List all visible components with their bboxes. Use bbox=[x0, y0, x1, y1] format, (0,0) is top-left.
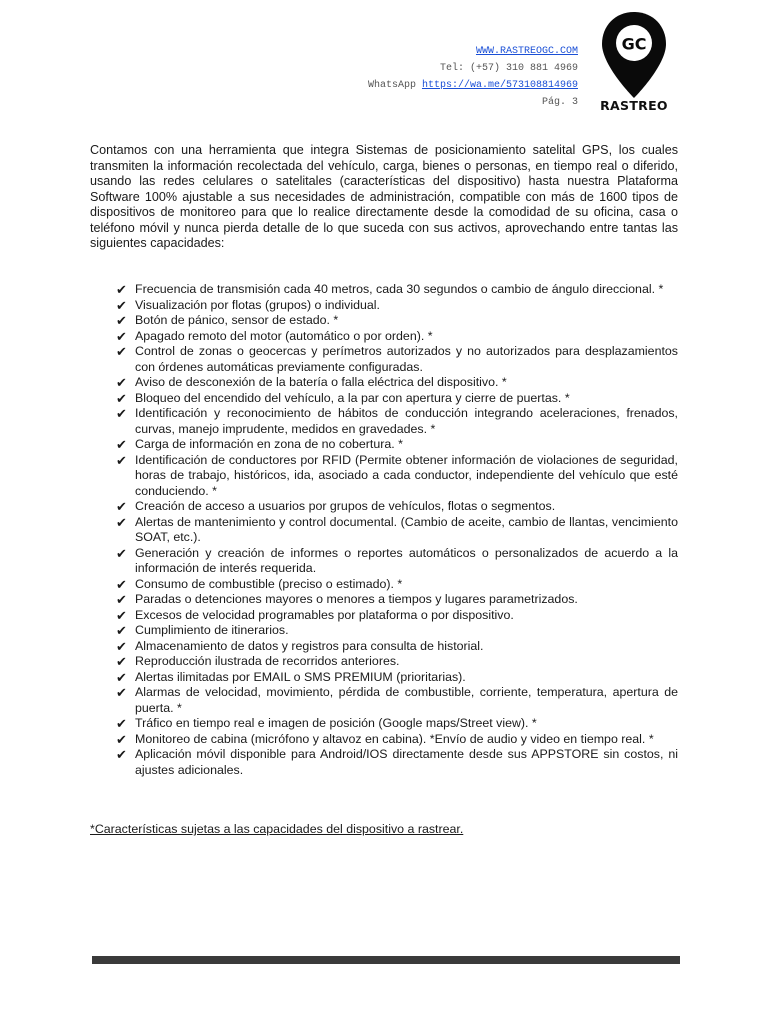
feature-text: Aviso de desconexión de la batería o falla eléctrica del dispositivo. * bbox=[135, 375, 507, 389]
checkmark-icon: ✔ bbox=[116, 638, 127, 654]
checkmark-icon: ✔ bbox=[116, 437, 127, 452]
feature-text: Carga de información en zona de no cobertura. * bbox=[135, 437, 403, 451]
checkmark-icon: ✔ bbox=[116, 514, 127, 530]
feature-text: Consumo de combustible (preciso o estimado). * bbox=[135, 576, 403, 591]
feature-text: Excesos de velocidad programables por plataforma o por dispositivo. bbox=[135, 607, 514, 622]
logo-initials: GC bbox=[621, 34, 647, 54]
checkmark-icon: ✔ bbox=[116, 685, 127, 700]
feature-text: Paradas o detenciones mayores o menores a tiempos y lugares parametrizados. bbox=[135, 592, 578, 606]
page-number: Pág. 3 bbox=[541, 97, 578, 108]
location-pin-icon bbox=[598, 10, 670, 102]
checkmark-icon: ✔ bbox=[116, 592, 127, 607]
feature-item bbox=[116, 406, 678, 437]
checkmark-icon: ✔ bbox=[116, 344, 127, 359]
checkmark-icon: ✔ bbox=[116, 731, 127, 747]
feature-text: Botón de pánico, sensor de estado. * bbox=[135, 313, 339, 327]
feature-item bbox=[116, 453, 678, 500]
feature-item bbox=[116, 546, 678, 577]
feature-item bbox=[116, 592, 678, 608]
feature-item bbox=[116, 654, 678, 670]
checkmark-icon: ✔ bbox=[116, 669, 127, 685]
checkmark-icon: ✔ bbox=[116, 623, 127, 638]
feature-text: Apagado remoto del motor (automático o por orden). * bbox=[135, 328, 433, 343]
feature-text: Cumplimiento de itinerarios. bbox=[135, 623, 289, 637]
checkmark-icon: ✔ bbox=[116, 452, 127, 468]
feature-item bbox=[116, 639, 678, 655]
feature-item bbox=[116, 344, 678, 375]
checkmark-icon: ✔ bbox=[116, 375, 127, 390]
whatsapp-line bbox=[368, 77, 578, 94]
feature-item bbox=[116, 608, 678, 624]
feature-item bbox=[116, 375, 678, 391]
feature-item bbox=[116, 747, 678, 778]
feature-text: Frecuencia de transmisión cada 40 metros, cada 30 segundos o cambio de ángulo direccional. * bbox=[135, 282, 664, 296]
feature-item bbox=[116, 313, 678, 329]
feature-text: Alertas de mantenimiento y control documental. (Cambio de aceite, cambio de llantas, vencimiento SOAT, etc.). bbox=[135, 514, 678, 544]
feature-item bbox=[116, 732, 678, 748]
checkmark-icon: ✔ bbox=[116, 406, 127, 421]
feature-text: Identificación y reconocimiento de hábitos de conducción integrando aceleraciones, frenados, curvas, manejo imprudente, medidos en gravedades. * bbox=[135, 406, 678, 436]
feature-item bbox=[116, 282, 678, 298]
feature-text: Visualización por flotas (grupos) o individual. bbox=[135, 297, 380, 312]
feature-text: Alertas ilimitadas por EMAIL o SMS PREMIUM (prioritarias). bbox=[135, 669, 466, 684]
checkmark-icon: ✔ bbox=[116, 297, 127, 313]
checkmark-icon: ✔ bbox=[116, 716, 127, 731]
checkmark-icon: ✔ bbox=[116, 747, 127, 762]
feature-item bbox=[116, 670, 678, 686]
checkmark-icon: ✔ bbox=[116, 545, 127, 561]
footer-divider bbox=[92, 956, 680, 964]
logo-text: RASTREO bbox=[600, 98, 668, 113]
feature-item bbox=[116, 437, 678, 453]
feature-text: Almacenamiento de datos y registros para consulta de historial. bbox=[135, 638, 484, 653]
phone-text: Tel: (+57) 310 881 4969 bbox=[439, 63, 578, 74]
company-logo bbox=[598, 10, 670, 114]
feature-text: Bloqueo del encendido del vehículo, a la par con apertura y cierre de puertas. * bbox=[135, 390, 570, 405]
feature-item bbox=[116, 716, 678, 732]
feature-item bbox=[116, 685, 678, 716]
feature-text: Creación de acceso a usuarios por grupos de vehículos, flotas o segmentos. bbox=[135, 499, 556, 513]
website-link[interactable]: WWW.RASTREOGC.COM bbox=[475, 46, 578, 57]
feature-text: Identificación de conductores por RFID (Permite obtener información de violaciones de seguridad, horas de trabajo, históricos, ida, asociado a cada conductor, independiente del vehículo que esté conduciendo. * bbox=[135, 452, 678, 498]
checkmark-icon: ✔ bbox=[116, 607, 127, 623]
intro-paragraph: Contamos con una herramienta que integra Sistemas de posicionamiento satelital GPS, los cuales transmiten la información recolectada del vehículo, carga, bienes o personas, en tiempo real o diferido, usando las redes celulares o satelitales (características del dispositivo) hasta nuestra Plataforma Software 100% ajustable a sus necesidades de administración, compatible con más de 1600 tipos de dispositivos de monitoreo para que lo realice directamente desde la comodidad de su oficina, casa o teléfono móvil y nunca pierda detalle de lo que suceda con sus activos, aprovechando entre tantas las siguientes capacidades: bbox=[90, 143, 678, 250]
feature-item bbox=[116, 329, 678, 345]
footnote: *Características sujetas a las capacidades del dispositivo a rastrear. bbox=[90, 822, 464, 836]
feature-text: Generación y creación de informes o reportes automáticos o personalizados de acuerdo a la información de interés requerida. bbox=[135, 545, 678, 575]
feature-item bbox=[116, 577, 678, 593]
feature-item bbox=[116, 298, 678, 314]
checkmark-icon: ✔ bbox=[116, 282, 127, 297]
feature-text: Alarmas de velocidad, movimiento, pérdida de combustible, corriente, temperatura, apertura de puerta. * bbox=[135, 685, 678, 715]
feature-item bbox=[116, 515, 678, 546]
whatsapp-label: WhatsApp bbox=[367, 80, 422, 91]
contact-header bbox=[368, 43, 578, 111]
checkmark-icon: ✔ bbox=[116, 328, 127, 344]
checkmark-icon: ✔ bbox=[116, 390, 127, 406]
checkmark-icon: ✔ bbox=[116, 654, 127, 669]
whatsapp-link[interactable]: https://wa.me/573108814969 bbox=[421, 80, 578, 91]
checkmark-icon: ✔ bbox=[116, 576, 127, 592]
feature-item bbox=[116, 623, 678, 639]
feature-item bbox=[116, 499, 678, 515]
features-list bbox=[116, 282, 678, 778]
checkmark-icon: ✔ bbox=[116, 499, 127, 514]
feature-text: Tráfico en tiempo real e imagen de posición (Google maps/Street view). * bbox=[135, 716, 537, 730]
feature-text: Control de zonas o geocercas y perímetros autorizados y no autorizados para desplazamientos con órdenes automáticas previamente configuradas. bbox=[135, 344, 678, 374]
feature-text: Monitoreo de cabina (micrófono y altavoz en cabina). *Envío de audio y video en tiempo real. * bbox=[135, 731, 654, 746]
checkmark-icon: ✔ bbox=[116, 313, 127, 328]
feature-text: Reproducción ilustrada de recorridos anteriores. bbox=[135, 654, 400, 668]
feature-item bbox=[116, 391, 678, 407]
feature-text: Aplicación móvil disponible para Android/IOS directamente desde sus APPSTORE sin costos, ni ajustes adicionales. bbox=[135, 747, 678, 777]
